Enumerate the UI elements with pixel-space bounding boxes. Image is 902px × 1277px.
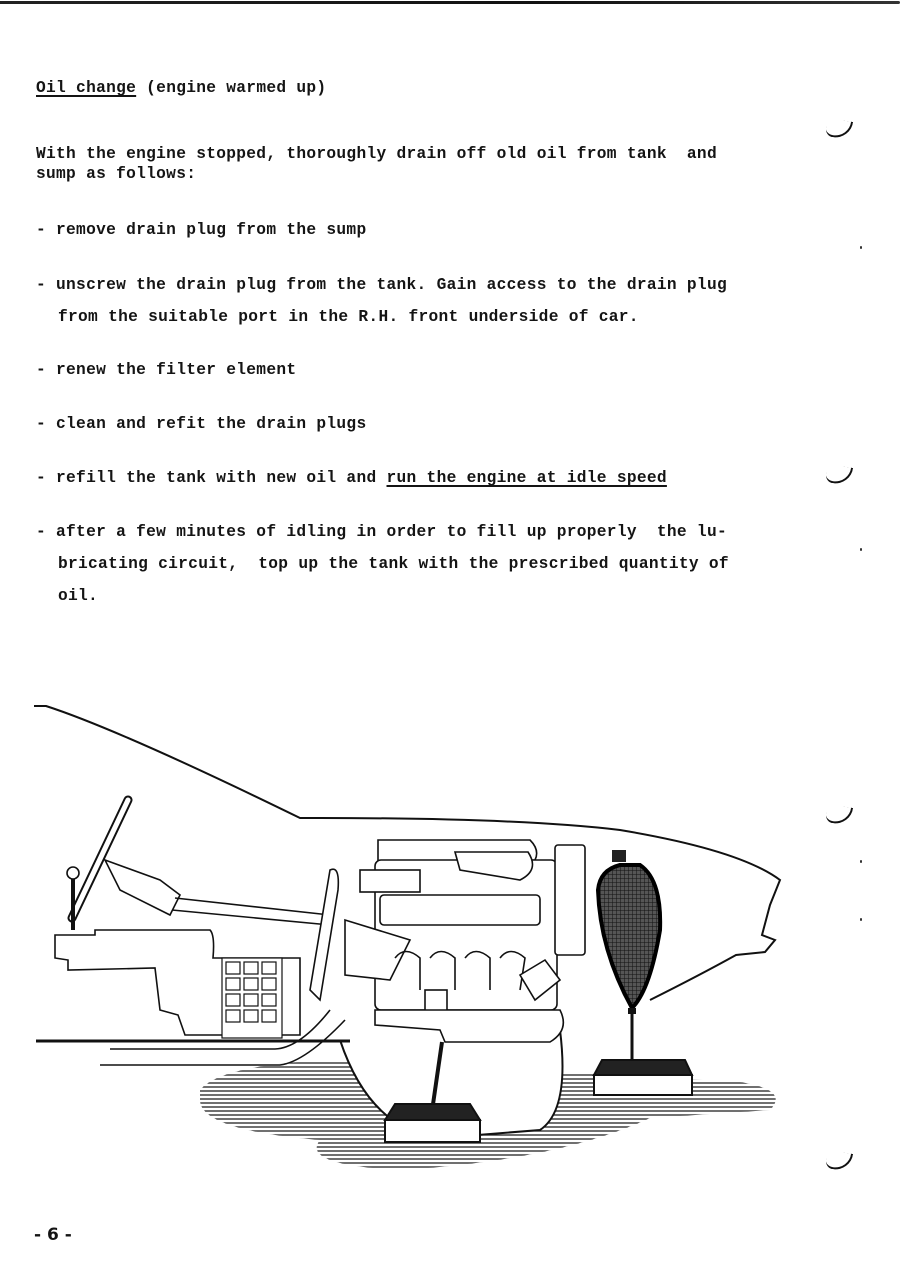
intro-line-2: sump as follows: <box>36 165 197 183</box>
heading-rest: (engine warmed up) <box>136 79 327 97</box>
step-renew-filter: - renew the filter element <box>36 361 297 379</box>
intro-line-1: With the engine stopped, thoroughly drain off old oil from tank and <box>36 145 717 163</box>
step-unscrew-tank-plug-cont: from the suitable port in the R.H. front underside of car. <box>58 308 639 326</box>
step-refill-emphasis: run the engine at idle speed <box>386 469 667 487</box>
step-refill-tank <box>36 469 667 487</box>
section-heading <box>36 80 326 96</box>
step-clean-refit-plugs: - clean and refit the drain plugs <box>36 415 367 433</box>
oil-tank <box>598 850 660 1014</box>
margin-hole-mark <box>825 464 853 485</box>
page-number: - 6 - <box>34 1225 72 1245</box>
drain-pan-tank <box>594 1060 692 1095</box>
step-unscrew-tank-plug: - unscrew the drain plug from the tank. Gain access to the drain plug <box>36 276 727 294</box>
scan-speck <box>860 246 862 249</box>
scan-speck <box>860 548 862 551</box>
drain-pan-sump <box>385 1104 480 1142</box>
step-remove-sump-plug: - remove drain plug from the sump <box>36 221 367 239</box>
margin-hole-mark <box>825 118 853 139</box>
step-top-up-cont-2: oil. <box>58 587 99 605</box>
top-border-rule <box>0 1 900 4</box>
engine <box>345 840 585 1042</box>
step-top-up-cont-1: bricating circuit, top up the tank with the prescribed quantity of <box>58 555 729 573</box>
car-engine-oil-drain-diagram <box>0 690 902 1190</box>
step-top-up: - after a few minutes of idling in order to fill up properly the lu- <box>36 523 727 541</box>
heading-underlined: Oil change <box>36 79 137 97</box>
step-refill-prefix: - refill the tank with new oil and <box>36 469 387 487</box>
